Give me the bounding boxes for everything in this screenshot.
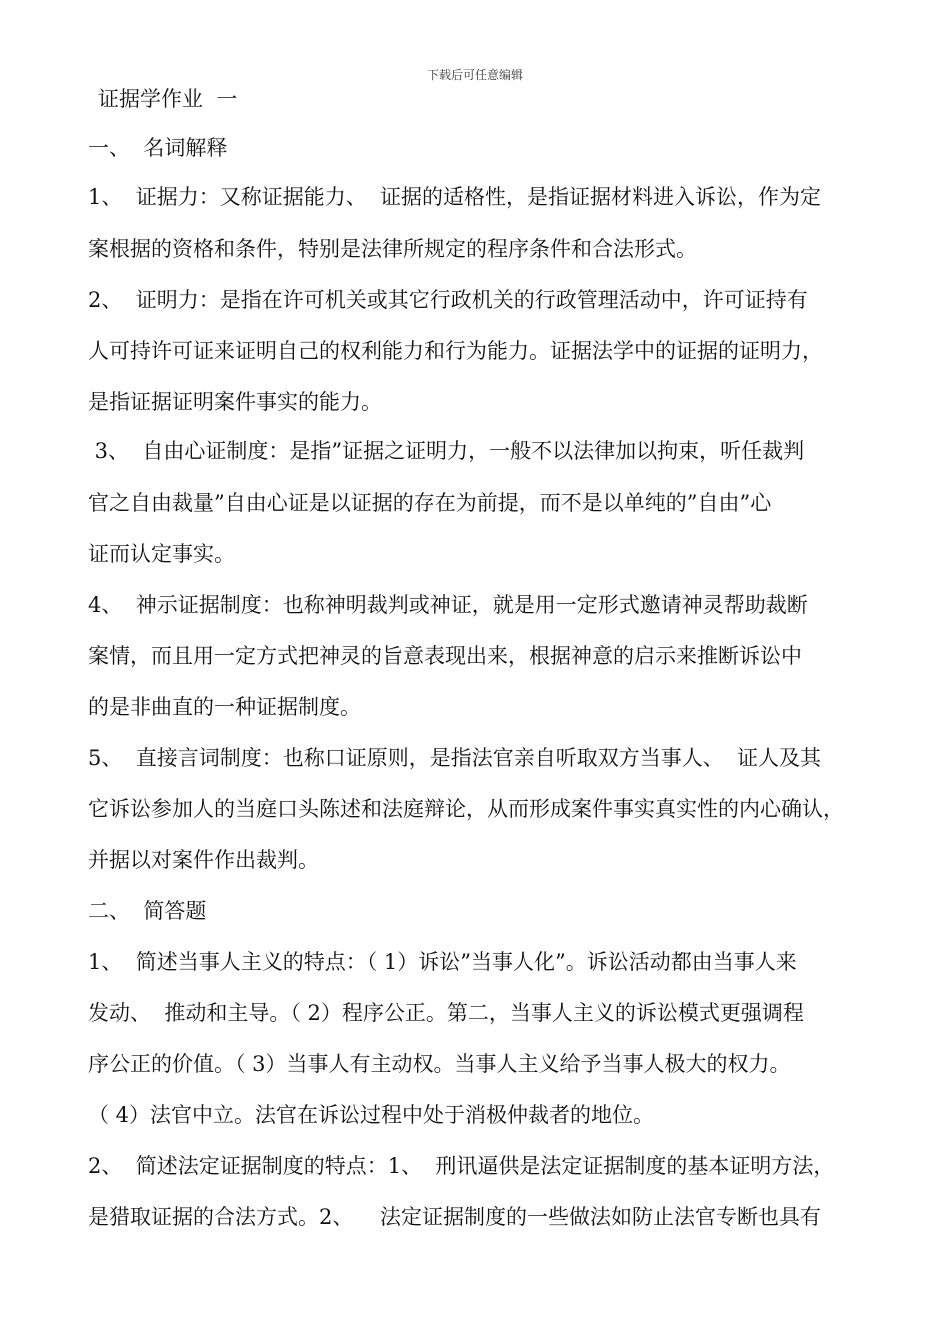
text-line: 证而认定事实。 <box>88 542 235 566</box>
text-line: （ 4）法官中立。法官在诉讼过程中处于消极仲裁者的地位。 <box>88 1103 655 1127</box>
text-line: 发动、 推动和主导。（ 2）程序公正。第二，当事人主义的诉讼模式更强调程 <box>88 1001 804 1025</box>
header-note: 下载后可任意编辑 <box>426 68 523 82</box>
text-line: 1、 证据力：又称证据能力、 证据的适格性，是指证据材料进入诉讼，作为定 <box>88 185 822 209</box>
text-line: 序公正的价值。（ 3）当事人有主动权。当事人主义给予当事人极大的权力。 <box>88 1052 791 1076</box>
text-line: 人可持许可证来证明自己的权利能力和行为能力。证据法学中的证据的证明力， <box>88 339 823 363</box>
text-line: 案情，而且用一定方式把神灵的旨意表现出来，根据神意的启示来推断诉讼中 <box>88 644 802 668</box>
text-line: 是猎取证据的合法方式。2、 法定证据制度的一些做法如防止法官专断也具有 <box>88 1205 822 1229</box>
text-line: 2、 简述法定证据制度的特点：1、 刑讯逼供是法定证据制度的基本证明方法， <box>88 1154 835 1178</box>
text-line: 官之自由裁量”自由心证是以证据的存在为前提，而不是以单纯的”自由”心 <box>88 491 772 515</box>
text-line: 5、 直接言词制度：也称口证原则，是指法官亲自听取双方当事人、 证人及其 <box>88 746 822 770</box>
text-line: 并据以对案件作出裁判。 <box>88 848 319 872</box>
text-line: 2、 证明力：是指在许可机关或其它行政机关的行政管理活动中，许可证持有 <box>88 288 808 312</box>
text-line: 它诉讼参加人的当庭口头陈述和法庭辩论，从而形成案件事实真实性的内心确认， <box>88 797 844 821</box>
text-line: 1、 简述当事人主义的特点：（ 1）诉讼”当事人化”。诉讼活动都由当事人来 <box>88 950 797 974</box>
section-heading: 二、 简答题 <box>88 899 207 923</box>
text-line: 3、 自由心证制度：是指”证据之证明力，一般不以法律加以拘束，听任裁判 <box>88 439 805 463</box>
section-heading: 一、 名词解释 <box>88 136 228 160</box>
text-line: 案根据的资格和条件，特别是法律所规定的程序条件和合法形式。 <box>88 237 697 261</box>
document-title: 证据学作业 一 <box>98 87 238 111</box>
text-line: 4、 神示证据制度：也称神明裁判或神证，就是用一定形式邀请神灵帮助裁断 <box>88 593 808 617</box>
text-line: 的是非曲直的一种证据制度。 <box>88 695 361 719</box>
text-line: 是指证据证明案件事实的能力。 <box>88 390 382 414</box>
